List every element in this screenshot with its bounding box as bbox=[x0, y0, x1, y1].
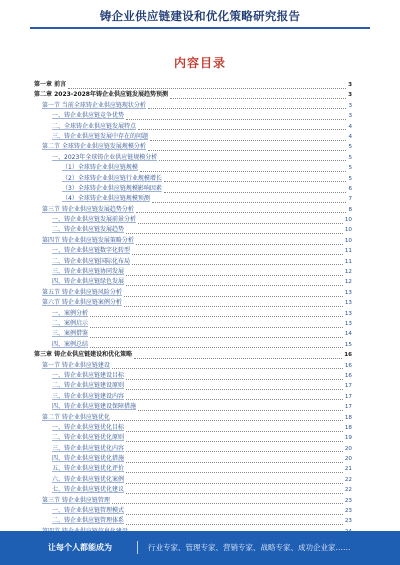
toc-page-number: 23 bbox=[344, 518, 352, 525]
toc-leader-dots bbox=[150, 134, 346, 141]
toc-leader-dots bbox=[138, 123, 346, 130]
toc-entry[interactable] bbox=[34, 402, 352, 412]
toc-entry-label: 第二节 全球铸企业供应链发展规模分析 bbox=[42, 143, 146, 151]
toc-entry-label: 第一节 当前全球铸企业供应链现状分析 bbox=[42, 101, 146, 109]
toc-entry-label: 四、铸企业供应链优化措施 bbox=[52, 455, 125, 463]
toc-page-number: 22 bbox=[344, 476, 352, 483]
toc-leader-dots bbox=[124, 290, 343, 297]
toc-page-number: 22 bbox=[344, 487, 352, 494]
toc-entry-label: 三、铸企业供应链建设内容 bbox=[52, 392, 125, 400]
toc-leader-dots bbox=[170, 92, 346, 99]
table-of-contents bbox=[34, 80, 352, 525]
toc-entry[interactable] bbox=[34, 506, 352, 516]
toc-entry-label: 二、铸企业供应链建设原则 bbox=[52, 382, 125, 390]
toc-leader-dots bbox=[136, 238, 343, 245]
toc-entry[interactable] bbox=[34, 454, 352, 464]
toc-entry[interactable] bbox=[34, 444, 352, 454]
toc-entry-label: 二、全球铸企业供应链发展特点 bbox=[52, 122, 137, 130]
toc-entry[interactable] bbox=[34, 174, 352, 184]
toc-leader-dots bbox=[126, 445, 343, 452]
toc-entry[interactable] bbox=[34, 184, 352, 194]
toc-page-number: 23 bbox=[344, 508, 352, 515]
toc-page-number: 4 bbox=[348, 123, 352, 130]
toc-page-number: 5 bbox=[348, 154, 352, 161]
toc-entry[interactable] bbox=[34, 122, 352, 132]
toc-entry[interactable] bbox=[34, 392, 352, 402]
toc-entry[interactable] bbox=[34, 267, 352, 277]
toc-entry[interactable] bbox=[34, 340, 352, 350]
toc-entry[interactable] bbox=[34, 423, 352, 433]
toc-page-number: 7 bbox=[348, 196, 352, 203]
toc-entry-label: 第一章 前言 bbox=[34, 81, 67, 88]
toc-entry[interactable] bbox=[34, 485, 352, 495]
toc-page-number: 10 bbox=[344, 227, 352, 234]
toc-leader-dots bbox=[164, 175, 347, 182]
toc-entry-label: 第六节 铸企业供应链案例分析 bbox=[42, 299, 122, 307]
toc-page-number: 8 bbox=[348, 206, 352, 213]
toc-entry-label: 二、铸企业供应链管理体系 bbox=[52, 517, 125, 525]
toc-entry-label: （2）全球铸企业供应链行业规模增长 bbox=[62, 174, 162, 182]
toc-page-number: 3 bbox=[348, 92, 352, 99]
toc-entry-label: 三、铸企业供应链协同发展 bbox=[52, 268, 125, 276]
toc-entry-label: 六、铸企业供应链优化案例 bbox=[52, 475, 125, 483]
toc-entry-label: 四、案例总结 bbox=[52, 340, 89, 348]
toc-entry[interactable] bbox=[34, 132, 352, 142]
toc-entry[interactable] bbox=[34, 298, 352, 308]
toc-page-number: 3 bbox=[348, 82, 352, 88]
toc-page-number: 18 bbox=[344, 414, 352, 421]
toc-page-number: 3 bbox=[348, 113, 352, 120]
toc-entry-label: 一、铸企业供应链发展前景分析 bbox=[52, 216, 137, 224]
toc-entry[interactable] bbox=[34, 496, 352, 506]
toc-page-number: 5 bbox=[348, 165, 352, 172]
toc-page-number: 13 bbox=[344, 320, 352, 327]
toc-entry[interactable] bbox=[34, 163, 352, 173]
toc-entry-label: 第五节 铸企业供应链风险分析 bbox=[42, 288, 122, 296]
toc-entry-label: 第三节 铸企业供应链管理 bbox=[42, 496, 110, 504]
toc-entry-label: 一、铸企业供应链优化目标 bbox=[52, 423, 125, 431]
report-title: 铸企业供应链建设和优化策略研究报告 bbox=[99, 9, 301, 23]
toc-entry-label: 第四节 铸企业供应链发展策略分析 bbox=[42, 236, 134, 244]
toc-leader-dots bbox=[159, 154, 346, 161]
toc-entry[interactable] bbox=[34, 464, 352, 474]
toc-page-number: 20 bbox=[344, 456, 352, 463]
toc-entry[interactable] bbox=[34, 215, 352, 225]
toc-entry[interactable] bbox=[34, 361, 352, 371]
toc-leader-dots bbox=[126, 279, 343, 286]
toc-leader-dots bbox=[126, 456, 343, 463]
toc-leader-dots bbox=[126, 373, 343, 380]
toc-leader-dots bbox=[126, 487, 343, 494]
toc-chapter-entry[interactable] bbox=[34, 80, 352, 90]
toc-page-number: 4 bbox=[348, 133, 352, 140]
toc-entry[interactable] bbox=[34, 225, 352, 235]
toc-entry-label: 第二节 铸企业供应链优化 bbox=[42, 413, 110, 421]
toc-page-number: 16 bbox=[344, 362, 352, 369]
toc-page-number: 5 bbox=[348, 175, 352, 182]
toc-entry[interactable] bbox=[34, 246, 352, 256]
toc-entry-label: 二、案例启示 bbox=[52, 319, 89, 327]
toc-entry-label: （1）全球铸企业供应链规模 bbox=[62, 164, 138, 172]
toc-entry[interactable] bbox=[34, 257, 352, 267]
toc-page-number: 5 bbox=[348, 144, 352, 151]
toc-page-number: 23 bbox=[344, 497, 352, 504]
toc-leader-dots bbox=[136, 206, 347, 213]
toc-leader-dots bbox=[126, 477, 343, 484]
toc-entry-label: 一、2023年全球铸企业供应链规模分析 bbox=[52, 153, 158, 161]
toc-leader-dots bbox=[126, 227, 343, 234]
toc-entry-label: 第三节 铸企业供应链发展趋势分析 bbox=[42, 205, 134, 213]
toc-page-number: 13 bbox=[344, 300, 352, 307]
toc-leader-dots bbox=[112, 414, 343, 421]
toc-page-number: 17 bbox=[344, 383, 352, 390]
toc-entry[interactable] bbox=[34, 277, 352, 287]
toc-page-number: 20 bbox=[344, 445, 352, 452]
toc-page-number: 10 bbox=[344, 237, 352, 244]
page-footer bbox=[0, 531, 400, 565]
toc-page-number: 16 bbox=[344, 372, 352, 379]
header-divider bbox=[30, 27, 370, 29]
toc-entry[interactable] bbox=[34, 319, 352, 329]
toc-chapter-entry[interactable] bbox=[34, 350, 352, 360]
toc-page-number: 10 bbox=[344, 217, 352, 224]
toc-entry-label: 二、铸企业供应链国际化布局 bbox=[52, 257, 131, 265]
toc-entry-label: 一、铸企业供应链数字化转型 bbox=[52, 247, 131, 255]
toc-entry-label: 二、铸企业供应链发展趋势 bbox=[52, 226, 125, 234]
toc-entry-label: （3）全球铸企业供应链规模影响因素 bbox=[62, 184, 162, 192]
toc-entry-label: 一、铸企业供应链管理模式 bbox=[52, 507, 125, 515]
toc-entry[interactable] bbox=[34, 194, 352, 204]
toc-page-number: 18 bbox=[344, 424, 352, 431]
toc-leader-dots bbox=[126, 425, 343, 432]
toc-entry[interactable] bbox=[34, 475, 352, 485]
toc-leader-dots bbox=[112, 497, 343, 504]
toc-leader-dots bbox=[126, 508, 343, 515]
toc-leader-dots bbox=[90, 331, 343, 338]
toc-title: 内容目录 bbox=[173, 56, 226, 70]
footer-slogan: 让每个人都能成为 bbox=[48, 543, 112, 552]
toc-leader-dots bbox=[132, 248, 343, 255]
toc-page-number: 19 bbox=[344, 435, 352, 442]
toc-entry[interactable] bbox=[34, 111, 352, 121]
toc-entry[interactable] bbox=[34, 101, 352, 111]
toc-leader-dots bbox=[112, 362, 343, 369]
toc-entry-label: 三、铸企业供应链发展中存在的问题 bbox=[52, 132, 149, 140]
toc-leader-dots bbox=[90, 321, 343, 328]
toc-page-number: 12 bbox=[344, 279, 352, 286]
toc-entry[interactable] bbox=[34, 413, 352, 423]
toc-leader-dots bbox=[126, 393, 343, 400]
toc-entry-label: 二、铸企业供应链优化原则 bbox=[52, 434, 125, 442]
toc-entry[interactable] bbox=[34, 309, 352, 319]
toc-page-number: 3 bbox=[348, 102, 352, 109]
toc-leader-dots bbox=[126, 113, 346, 120]
toc-leader-dots bbox=[126, 435, 343, 442]
toc-page-number: 13 bbox=[344, 310, 352, 317]
toc-entry[interactable] bbox=[34, 236, 352, 246]
toc-entry[interactable] bbox=[34, 433, 352, 443]
toc-entry-label: 第一节 铸企业供应链建设 bbox=[42, 361, 110, 369]
toc-chapter-entry[interactable] bbox=[34, 90, 352, 100]
toc-entry[interactable] bbox=[34, 142, 352, 152]
toc-leader-dots bbox=[90, 341, 343, 348]
toc-page-number: 11 bbox=[344, 248, 352, 255]
toc-entry-label: 一、案例分析 bbox=[52, 309, 89, 317]
footer-divider bbox=[137, 541, 138, 554]
page-header bbox=[0, 0, 400, 34]
toc-leader-dots bbox=[152, 196, 347, 203]
toc-leader-dots bbox=[126, 466, 343, 473]
toc-page-number: 15 bbox=[344, 341, 352, 348]
toc-leader-dots bbox=[148, 102, 347, 109]
toc-leader-dots bbox=[140, 165, 347, 172]
toc-entry-label: 一、铸企业供应链建设目标 bbox=[52, 371, 125, 379]
toc-leader-dots bbox=[164, 186, 347, 193]
toc-page-number: 21 bbox=[344, 466, 352, 473]
toc-leader-dots bbox=[126, 269, 343, 276]
toc-leader-dots bbox=[148, 144, 347, 151]
toc-entry-label: 七、铸企业供应链优化建议 bbox=[52, 486, 125, 494]
footer-tagline: 行业专家、管理专家、营销专家、战略专家、成功企业家…… bbox=[148, 543, 351, 552]
toc-entry[interactable] bbox=[34, 516, 352, 526]
toc-entry[interactable] bbox=[34, 371, 352, 381]
toc-page-number: 6 bbox=[348, 185, 352, 192]
toc-entry-label: 四、铸企业供应链建设保障措施 bbox=[52, 403, 137, 411]
toc-leader-dots bbox=[132, 258, 343, 265]
toc-page-number: 17 bbox=[344, 393, 352, 400]
toc-leader-dots bbox=[90, 310, 343, 317]
toc-leader-dots bbox=[126, 518, 343, 525]
toc-entry[interactable] bbox=[34, 381, 352, 391]
toc-entry-label: 第三章 铸企业供应链建设和优化策略 bbox=[34, 351, 133, 359]
toc-leader-dots bbox=[68, 82, 346, 89]
toc-entry[interactable] bbox=[34, 329, 352, 339]
toc-page-number: 13 bbox=[344, 289, 352, 296]
toc-entry-label: 四、铸企业供应链绿色发展 bbox=[52, 278, 125, 286]
toc-page-number: 16 bbox=[344, 352, 352, 359]
toc-entry[interactable] bbox=[34, 205, 352, 215]
toc-entry-label: 三、铸企业供应链优化内容 bbox=[52, 444, 125, 452]
toc-page-number: 17 bbox=[344, 404, 352, 411]
toc-entry[interactable] bbox=[34, 153, 352, 163]
toc-entry-label: 第二章 2023-2028年铸企业供应链发展趋势预测 bbox=[34, 91, 168, 99]
toc-page-number: 11 bbox=[344, 258, 352, 265]
toc-entry-label: 三、案例借鉴 bbox=[52, 330, 89, 338]
toc-entry-label: 一、铸企业供应链竞争优势 bbox=[52, 112, 125, 120]
toc-page-number: 14 bbox=[344, 331, 352, 338]
toc-leader-dots bbox=[134, 352, 342, 359]
toc-entry[interactable] bbox=[34, 288, 352, 298]
toc-leader-dots bbox=[138, 217, 343, 224]
toc-leader-dots bbox=[126, 383, 343, 390]
toc-entry-label: 五、铸企业供应链优化评价 bbox=[52, 465, 125, 473]
toc-page-number: 12 bbox=[344, 269, 352, 276]
toc-leader-dots bbox=[124, 300, 343, 307]
toc-entry-label: （4）全球铸企业供应链规模预测 bbox=[62, 195, 150, 203]
toc-leader-dots bbox=[138, 404, 343, 411]
